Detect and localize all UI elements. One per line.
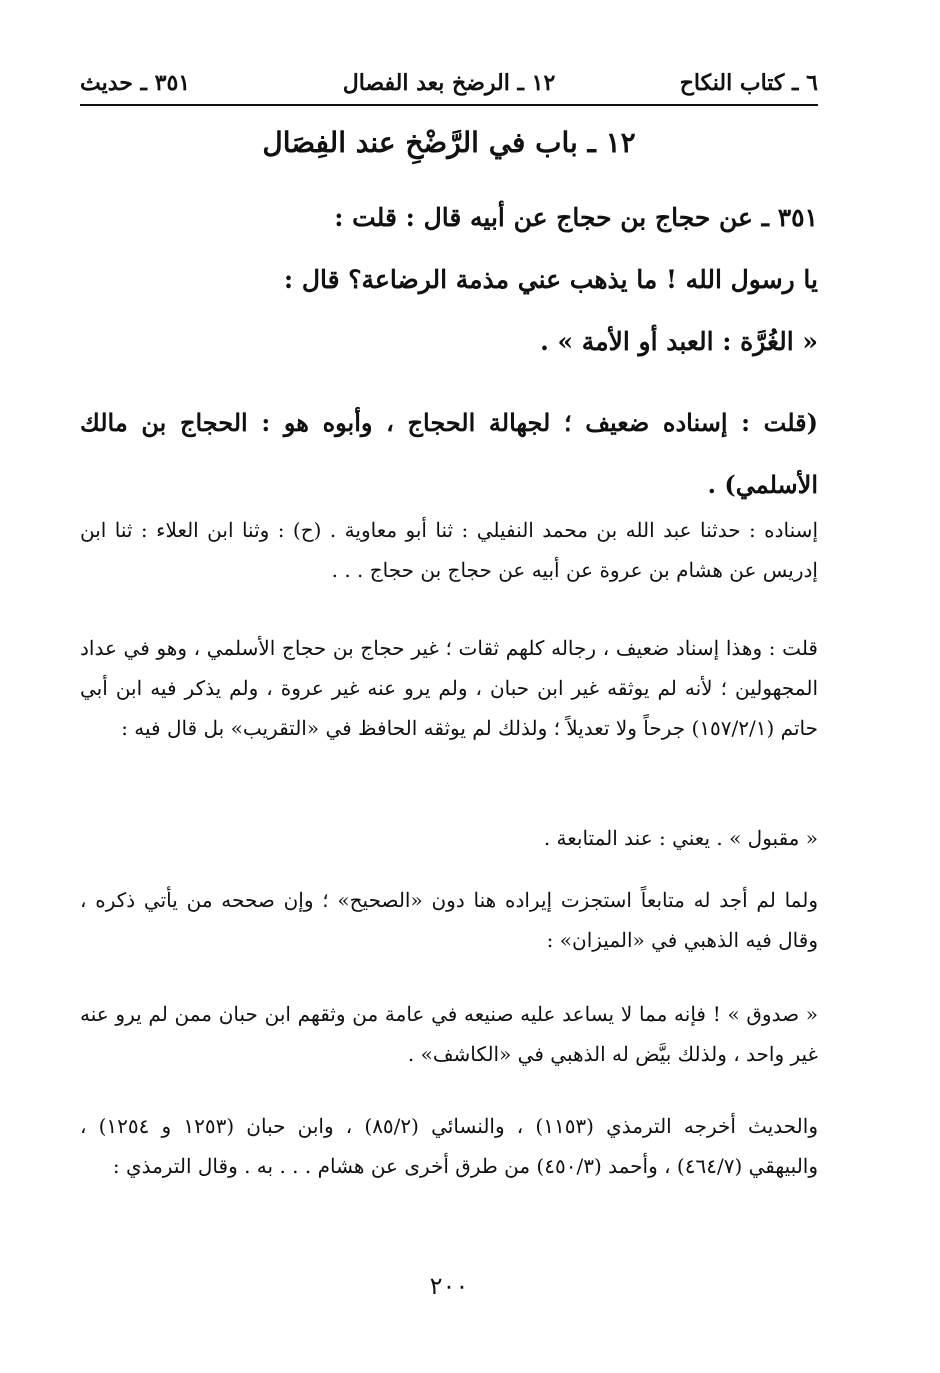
header-divider — [80, 104, 818, 106]
page-number: ٢٠٠ — [429, 1272, 469, 1300]
header-book-title: ٦ ـ كتاب النكاح — [679, 70, 818, 96]
hadith-line: ٣٥١ ـ عن حجاج بن حجاج عن أبيه قال : قلت : — [334, 203, 818, 232]
takhrij-paragraph: والحديث أخرجه الترمذي (١١٥٣) ، والنسائي (٨٥/٢) ، وابن حبان (١٢٥٣ و ١٢٥٤) ، والبيهقي (٤٦٤/٧) ، وأحمد (٤٥٠/٣) من طرق أخرى عن هشام . . . به . وقال الترمذي : — [80, 1114, 818, 1178]
running-header — [80, 70, 818, 104]
chapter-heading: ١٢ ـ باب في الرَّضْخِ عند الفِصَال — [262, 126, 636, 159]
quote-paragraph: « مقبول » . يعني : عند المتابعة . — [543, 826, 818, 850]
commentary-paragraph: قلت : وهذا إسناد ضعيف ، رجاله كلهم ثقات ؛ غير حجاج بن حجاج الأسلمي ، وهو في عداد المجهولين ؛ لأنه لم يوثقه غير ابن حبان ، ولم يرو عنه غير عروة ، ولم يذكر فيه ابن أبي حاتم (١٥٧/٢/١) جرحاً ولا تعديلاً ؛ ولذلك لم يوثقه الحافظ في «التقريب» بل قال فيه : — [80, 636, 818, 740]
header-chapter-title: ١٢ ـ الرضخ بعد الفصال — [342, 70, 556, 96]
hadith-line: يا رسول الله ! ما يذهب عني مذمة الرضاعة؟ قال : — [283, 265, 818, 294]
commentary-paragraph-3: « صدوق » ! فإنه مما لا يساعد عليه صنيعه في عامة من وثقهم ابن حبان ممن لم يرو عنه غير واحد ، ولذلك بيَّض له الذهبي في «الكاشف» . — [80, 1002, 818, 1066]
header-hadith-number: ٣٥١ ـ حديث — [80, 70, 191, 96]
book-page — [80, 0, 818, 1373]
isnad-paragraph: إسناده : حدثنا عبد الله بن محمد النفيلي : ثنا أبو معاوية . (ح) : وثنا ابن العلاء : ثنا ابن إدريس عن هشام بن عروة عن أبيه عن حجاج بن حجاج . . . — [80, 518, 818, 582]
commentary-paragraph-2: ولما لم أجد له متابعاً استجزت إيراده هنا دون «الصحيح» ؛ وإن صححه من يأتي ذكره ، وقال فيه الذهبي في «الميزان» : — [80, 888, 818, 952]
grading-paragraph: (قلت : إسناده ضعيف ؛ لجهالة الحجاج ، وأبوه هو : الحجاج بن مالك الأسلمي) . — [80, 408, 818, 499]
hadith-text — [80, 198, 818, 384]
hadith-line: « الغُرَّة : العبد أو الأمة » . — [540, 327, 818, 356]
